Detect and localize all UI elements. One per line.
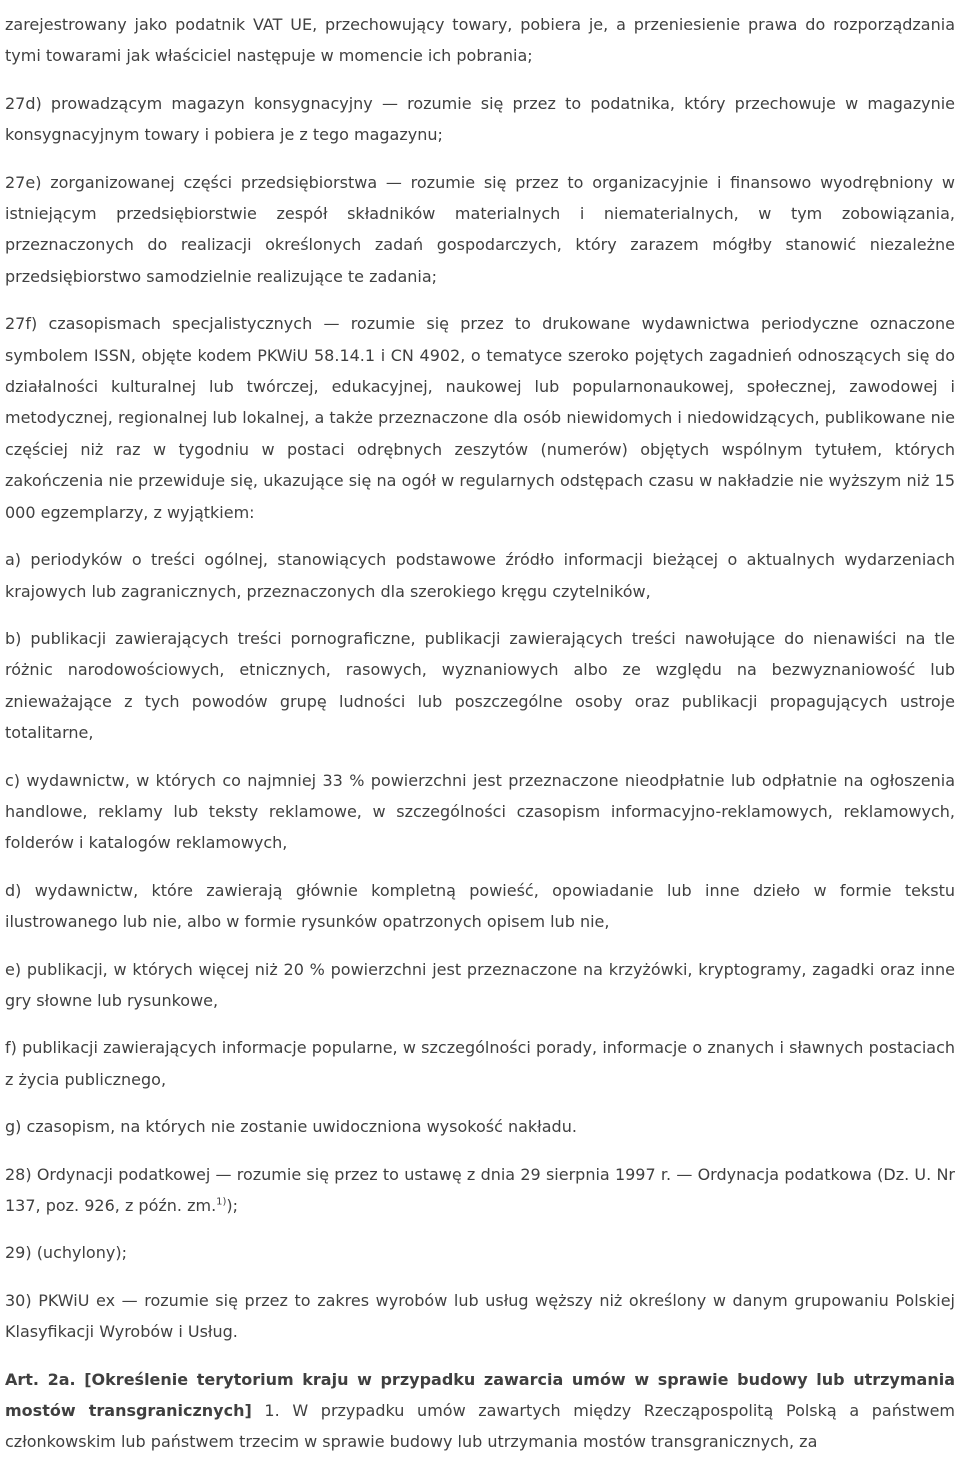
exception-g: g) czasopism, na których nie zostanie uwidoczniona wysokość nakładu. <box>5 1117 577 1137</box>
definition-27d: 27d) prowadzącym magazyn konsygnacyjny — rozumie się przez to podatnika, który przechowuje w magazynie konsygnacyjnym towary i pobiera je z tego magazynu; <box>5 93 955 145</box>
exception-c: c) wydawnictw, w których co najmniej 33 % powierzchni jest przeznaczone nieodpłatnie lub odpłatnie na ogłoszenia handlowe, reklamy lub teksty reklamowe, w szczególności czasopism informacyjno-reklamowych, reklamowych, folderów i katalogów reklamowych, <box>5 770 955 853</box>
definition-27f: 27f) czasopismach specjalistycznych — rozumie się przez to drukowane wydawnictwa periodyczne oznaczone symbolem ISSN, objęte kodem PKWiU 58.14.1 i CN 4902, o tematyce szeroko pojętych zagadnień odnoszących się do działalności kulturalnej lub twórczej, edukacyjnej, naukowej lub popularnonaukowej, społecznej, zawodowej i metodycznej, regionalnej lub lokalnej, a także przeznaczone dla osób niewidomych i niedowidzących, publikowane nie częściej niż raz w tygodniu w postaci odrębnych zeszytów (numerów) objętych wspólnym tytułem, których zakończenia nie przewiduje się, ukazujące się na ogół w regularnych odstępach czasu w nakładzie nie wyższym niż 15 000 egzemplarzy, z wyjątkiem: <box>5 314 955 522</box>
exception-e: e) publikacji, w których więcej niż 20 % powierzchni jest przeznaczone na krzyżówki, kryptogramy, zagadki oraz inne gry słowne lub rysunkowe, <box>5 959 955 1010</box>
definition-27e: 27e) zorganizowanej części przedsiębiorstwa — rozumie się przez to organizacyjnie i finansowo wyodrębniony w istniejącym przedsiębiorstwie zespół składników materialnych i niematerialnych, w tym zobowiązania, przeznaczonych do realizacji określonych zadań gospodarczych, który zarazem mógłby stanowić niezależne przedsiębiorstwo samodzielnie realizujące te zadania; <box>5 172 955 286</box>
exception-d: d) wydawnictw, które zawierają głównie kompletną powieść, opowiadanie lub inne dzieło w formie tekstu ilustrowanego lub nie, albo w formie rysunków opatrzonych opisem lub nie, <box>5 880 955 932</box>
exception-b: b) publikacji zawierających treści pornograficzne, publikacji zawierających treści nawołujące do nienawiści na tle różnic narodowościowych, etnicznych, rasowych, wyznaniowych albo ze względu na bezwyznaniowość lub znieważające z tych powodów grupę ludności lub poszczególne osoby oraz publikacji propagujących ustroje totalitarne, <box>5 628 955 743</box>
footnote-ref[interactable]: 1) <box>216 1196 227 1208</box>
definition-28 <box>5 1159 955 1222</box>
document-page <box>5 9 955 1474</box>
exception-f: f) publikacji zawierających informacje popularne, w szczególności porady, informacje o znanych i sławnych postaciach z życia publicznego, <box>5 1038 955 1089</box>
article-2a <box>5 1364 955 1458</box>
definition-30: 30) PKWiU ex — rozumie się przez to zakres wyrobów lub usług węższy niż określony w danym grupowaniu Polskiej Klasyfikacji Wyrobów i Usług. <box>5 1290 955 1342</box>
exception-a: a) periodyków o treści ogólnej, stanowiących podstawowe źródło informacji bieżącej o aktualnych wydarzeniach krajowych lub zagranicznych, przeznaczonych dla szerokiego kręgu czytelników, <box>5 550 955 601</box>
definition-28-text: 28) Ordynacji podatkowej — rozumie się przez to ustawę z dnia 29 sierpnia 1997 r. — Ordynacja podatkowa (Dz. U. Nr 137, poz. 926, z późn. zm. <box>5 1164 955 1215</box>
article-heading: Art. 2a. [Określenie terytorium kraju w przypadku zawarcia umów w sprawie budowy lub utrzymania mostów transgranicznych] <box>5 1369 955 1421</box>
definition-28-end: ); <box>226 1196 239 1215</box>
definition-29: 29) (uchylony); <box>5 1243 127 1263</box>
article-body: 1. W przypadku umów zawartych między Rzecząpospolitą Polską a państwem członkowskim lub państwem trzecim w sprawie budowy lub utrzymania mostów transgranicznych, za <box>5 1401 955 1452</box>
paragraph-continuation: zarejestrowany jako podatnik VAT UE, przechowujący towary, pobiera je, a przeniesienie prawa do rozporządzania tymi towarami jak właściciel następuje w momencie ich pobrania; <box>5 15 955 66</box>
